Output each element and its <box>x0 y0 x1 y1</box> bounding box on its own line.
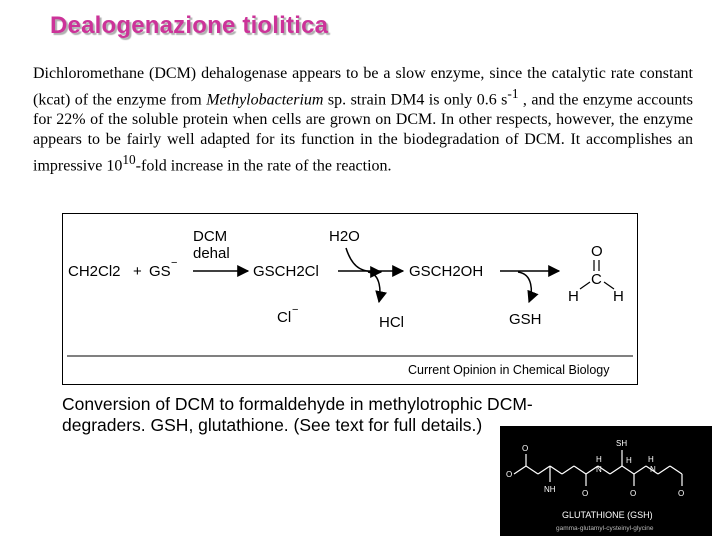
enzyme-label-dcm: DCM <box>193 228 228 245</box>
gsh-image-h-2: H <box>626 456 632 465</box>
kcat-exponent: -1 <box>507 86 519 101</box>
gsh-image-label: GLUTATHIONE (GSH) <box>562 510 653 520</box>
gs-charge: − <box>171 257 178 269</box>
formaldehyde-h-left: H <box>568 288 579 305</box>
gsh-image-o-1: O <box>506 470 513 479</box>
product-gsch2oh: GSCH2OH <box>409 263 484 280</box>
water-reagent: H2O <box>329 228 360 245</box>
figure-credit: Current Opinion in Chemical Biology <box>408 363 610 377</box>
gsh-image-n-2: N <box>650 465 656 474</box>
gsh-image-nh2: NH <box>544 485 556 494</box>
gsh-product: GSH <box>509 311 542 328</box>
paragraph-part4: -fold increase in the rate of the reaction. <box>135 157 392 175</box>
gsh-image-sh: SH <box>616 439 628 448</box>
formaldehyde-h-right: H <box>613 288 624 305</box>
gsh-image-h-3: H <box>648 455 654 464</box>
ch-bond-left <box>580 282 590 289</box>
formaldehyde-c: C <box>591 271 602 288</box>
reactant-gs: GS <box>149 263 171 280</box>
paragraph-part1: Dichloromethane (DCM) dehalogenase appears to be a slow enzyme, since the catalytic rate constant (kcat) of the enzyme from <box>33 65 693 109</box>
chloride-charge: − <box>292 304 299 316</box>
glutathione-structure-image <box>500 426 712 536</box>
gsh-image-o-2: O <box>522 444 529 453</box>
reaction-scheme-figure <box>62 213 638 385</box>
hcl-curved-arrow <box>368 272 380 302</box>
gsh-image-o-5: O <box>678 489 685 498</box>
reactant-dcm: CH2Cl2 <box>68 263 121 280</box>
water-curved-arrow <box>346 248 381 272</box>
gsh-image-sublabel: gamma-glutamyl-cysteinyl-glycine <box>556 525 654 532</box>
slide-title: Dealogenazione tiolitica <box>50 12 329 39</box>
gsh-image-o-3: O <box>582 489 589 498</box>
gsh-image-h-1: H <box>596 455 602 464</box>
fold-exponent: 10 <box>122 152 136 168</box>
hcl-product: HCl <box>379 314 404 331</box>
formaldehyde-o: O <box>591 243 603 260</box>
body-paragraph <box>33 64 693 177</box>
gsh-curved-arrow <box>518 272 531 302</box>
plus-sign: + <box>133 263 142 280</box>
paragraph-part2: sp. strain DM4 is only 0.6 s <box>323 91 508 109</box>
intermediate-gsch2cl: GSCH2Cl <box>253 263 319 280</box>
gsh-image-o-4: O <box>630 489 637 498</box>
organism-name: Methylobacterium <box>206 91 324 109</box>
enzyme-label-dehal: dehal <box>193 245 230 262</box>
figure-caption: Conversion of DCM to formaldehyde in methylotrophic DCM-degraders. GSH, glutathione. (See text for full details.) <box>62 394 533 435</box>
paragraph-part3: , and the enzyme accounts for 22% of the soluble protein when cells are grown on DCM. In other respects, however, the enzyme appears to be fairly well adapted for its function in the biodegradation of DCM. It accomplishes an impressive 10 <box>33 91 694 175</box>
chloride-byproduct: Cl <box>277 309 292 326</box>
gsh-image-n-1: N <box>596 465 602 474</box>
